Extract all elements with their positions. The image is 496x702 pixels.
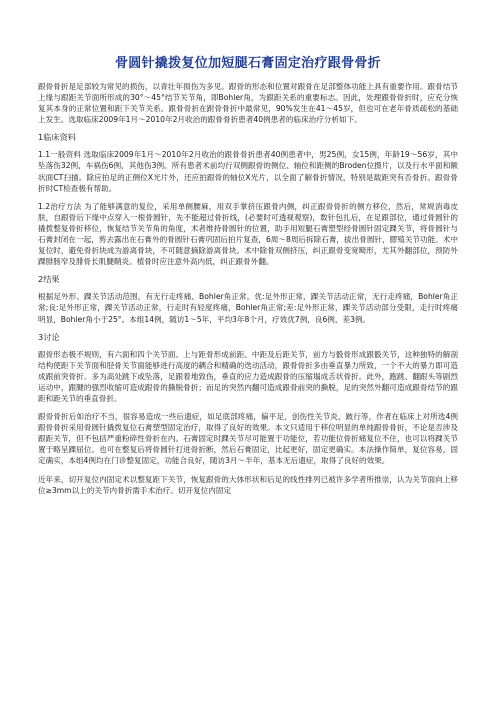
paragraph-discussion-2: 跟骨骨折后如治疗不当，很容易造成一些后遗症，如足底部疼痛，偏平足，创伤性关节炎，跛行等，作者在临床上对所选4例跟骨骨折采用骨圆针撬拨复位石膏塑型固定治疗，取得了良好的效果。本文只适用于移位明显的单纯跟骨骨折，不论是否涉及跟距关节，但不包括严重粉碎性骨折在内。石膏固定时踝关节尽可能置于功能位，若功能位骨折痛复位不住，也可以将踝关节置于略呈踝屈位。也可在整复后将骨圆针打进骨折断，然后石膏固定，比起更好，固定更确实。本法操作简单，复位容易，固定确实，本组4例均在门诊整复固定，功能合良好，随访3月～半年，基本无后遗症，取得了良好的效果。 [38, 412, 458, 466]
intro-paragraph: 跟骨骨折是足部较为常见的损伤，以青壮年损伤为多见。跟骨的形态和位置对跟骨在足部整体功能上具有重要作用。跟骨结节上缘与跟距关节面所形成的30°～45°结节关节角，即Bohler角，为跟距关系的重要标志。因此，处理跟骨骨折时，应充分恢复其本身的正常位置和距下关节关系。跟骨骨折在跗骨骨折中最常见，90%发生在41～45岁，但也可在老年骨质疏松的基础上发生。选取临床2009年1月～2010年2月收治的跟骨骨折患者40例患者的临床治疗分析如下。 [38, 82, 458, 125]
paragraph-discussion-1: 跟骨形态极不规则，有六面和四个关节面。上与距骨形成前距、中距及后距关节，前方与骰骨形成跟骰关节，这种独特的解剖结构使距下关节面和胫骨关节面能够进行高度的耦合和精确的迭动活动，跟骨骨折多由垂直暴力所致，一个不大的暴力即可造成跟前突骨折。多为高处跳下或坠落，足跟着地致伤，垂直的应力造成跟骨的压缩塌成舌状骨折。此外，跑跳、翻跟头等剧烈运动中，跟腱的强烈收缩可造成跟骨的撕脱骨折；而足的突然内翻可造成跟骨前突的撕脱，足的突然外翻可造成跟骨结节的跟距和距关节的垂直骨折。 [38, 349, 458, 403]
paragraph-results: 根据足外形、踝关节活动范围，有无行走疼痛、Bohler角正常。优:足外形正常，踝关节活动正常，无行走疼痛，Bohler角正常;良:足外形正常，踝关节活动正常，行走时有轻度疼痛，Bohler角正常;差:足外形正常，踝关节活动部分受限，走行时疼痛明显，Bohler角小于25°。本组14例，随访1～5年，平均3年8个月，疗效优7例，良6例，差3例。 [38, 292, 458, 324]
document-title: 骨圆针撬拨复位加短腿石膏固定治疗跟骨骨折 [114, 56, 381, 71]
paragraph-discussion-3: 近年来，切开复位内固定术以整复距下关节，恢复跟骨的大体形状和后足的线性排列已被许多学者所推崇，认为关节面向上移位≥3mm以上的关节内骨折需手术治疗。切开复位内固定 [38, 474, 458, 495]
section-heading-clinical-data: 1临床资料 [38, 132, 76, 143]
paragraph-treatment-method: 1.2治疗方法 为了能够满意的复位，采用单侧腰麻，用双手掌挤压跟骨内侧，纠正跟骨骨折的侧方移位，然后，常规消毒皮肤，自跟骨后下缘中点穿入一根骨圆针，先不能超过骨折线，(必要时可透视观察)，数针包扎后，在足跟部位，通过骨圆针的撬拨整复骨折移位，恢复结节关节角的角度，术者维持骨圆针的位置，助手用短腿石膏塑型经骨圆针固定踝关节，将骨圆针与石膏封闭在一起，剪去露出在石膏外的骨圆针石膏巩固后拍片复查，6周～8周后拆除石膏，拔出骨圆针，膠殖关节功能。术中复位时，避免骨折块成为游离骨块，不可随意摘除游离骨块。术中除骨双侧挤压，纠正跟骨变宽畸形，尤其外翻部位，预防外踝腓肠窄及腓骨长肌腱鞘炎。植骨时应注意外高内低，纠正跟骨外翻。 [38, 201, 458, 267]
section-heading-discussion: 3讨论 [38, 331, 60, 342]
paragraph-general-data: 1.1一般资料 选取临床2009年1月～2010年2月收治的跟骨骨折患者40例患者中，男25例，女15例，年龄19～56岁，其中坠落伤32例，车祸伤6例，其他伤3例。所有患者术前均行双侧跟骨的侧位、轴位和距侧的Broden位摄片，以及行水平面和额状面CT扫描。除应拍足的正侧位X光片外，还应拍跟骨的轴位X光片，以全面了解骨折情况，特别是载距突有否骨折。跟骨骨折时CT检查极有帮助。 [38, 150, 458, 193]
section-heading-results: 2结果 [38, 274, 60, 285]
